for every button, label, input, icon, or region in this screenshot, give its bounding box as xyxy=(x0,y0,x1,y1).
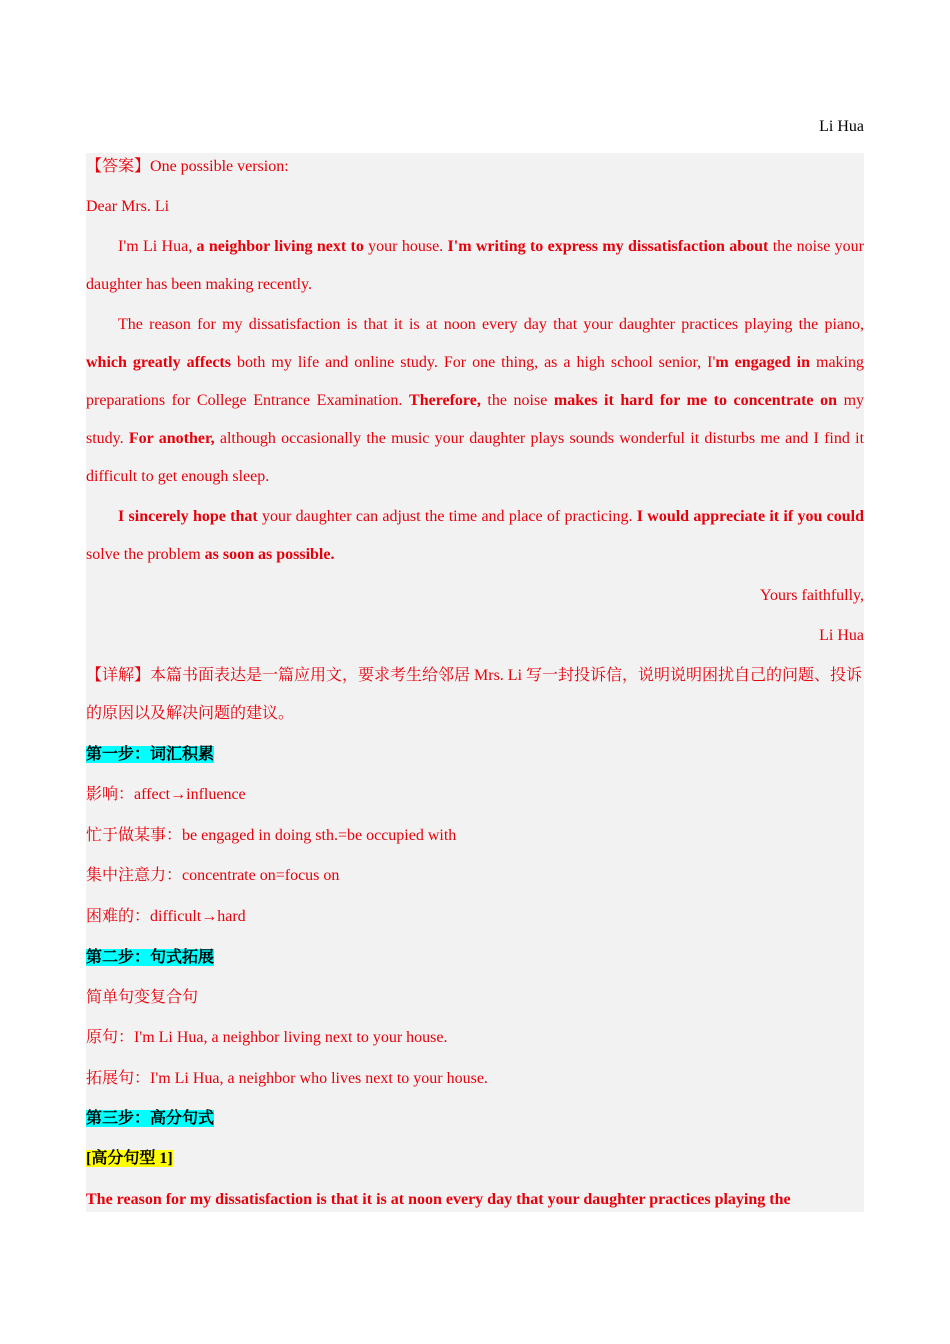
letter-signature: Li Hua xyxy=(819,627,864,644)
vocab-item: 集中注意力：concentrate on=focus on xyxy=(86,867,340,884)
step1-heading xyxy=(86,745,214,765)
bold-phrase: makes it hard for me to concentrate on xyxy=(553,392,837,409)
letter-greeting: Dear Mrs. Li xyxy=(86,198,170,215)
pattern-heading xyxy=(86,1149,173,1169)
bold-phrase: as soon as possible. xyxy=(204,546,335,563)
bold-phrase: I'm writing to express my dissatisfaction about xyxy=(447,238,769,255)
detail-text: 本篇书面表达是一篇应用文，要求考生给邻居 Mrs. Li 写一封投诉信，说明说明困扰自己的问题、投诉的原因以及解决问题的建议。 xyxy=(86,667,863,722)
bold-phrase: For another, xyxy=(128,430,215,447)
text-segment: The reason for my dissatisfaction is that it is at noon every day that your daughter practices playing the piano, xyxy=(118,316,864,333)
answer-header xyxy=(86,157,289,177)
step2-heading xyxy=(86,948,214,968)
text-segment: solve the problem xyxy=(86,546,205,563)
bold-phrase: I sincerely hope that xyxy=(118,508,258,525)
text-segment: both my life and online study. For one thing, as a high school senior, I' xyxy=(230,354,716,371)
text-segment: although occasionally the music your daughter plays sounds wonderful it disturbs me and I find it difficult to get enough sleep. xyxy=(86,430,865,485)
text-segment: I'm Li Hua, xyxy=(118,238,197,255)
step2-title: 第二步：句式拓展 xyxy=(86,949,215,966)
top-signature: Li Hua xyxy=(819,118,864,135)
letter-paragraph-3 xyxy=(86,498,864,574)
text-segment: the noise xyxy=(480,392,554,409)
text-segment: your daughter can adjust the time and place of practicing. xyxy=(257,508,637,525)
step2-subtitle: 简单句变复合句 xyxy=(86,989,199,1006)
step3-heading xyxy=(86,1109,214,1129)
letter-closing: Yours faithfully, xyxy=(759,587,864,604)
step1-title: 第一步：词汇积累 xyxy=(86,746,215,763)
pattern-sentence: The reason for my dissatisfaction is that it is at noon every day that your daughter practices playing the xyxy=(86,1191,791,1208)
answer-label: 【答案】 xyxy=(86,158,151,175)
vocab-item: 困难的：difficult→hard xyxy=(86,908,246,925)
letter-paragraph-2 xyxy=(86,306,864,496)
letter-paragraph-1 xyxy=(86,228,864,304)
text-segment: making preparations for College Entrance Examination. xyxy=(86,354,864,409)
bold-phrase: which greatly affects xyxy=(86,354,231,371)
detail-explanation xyxy=(86,657,864,733)
pattern-label: [高分句型 1] xyxy=(86,1150,173,1167)
bold-phrase: I would appreciate it if you could xyxy=(636,508,865,525)
text-segment: your house. xyxy=(363,238,448,255)
answer-intro: One possible version: xyxy=(150,158,289,175)
vocab-item: 忙于做某事：be engaged in doing sth.=be occupied with xyxy=(86,827,457,844)
bold-phrase: m engaged in xyxy=(715,354,810,371)
text-segment: the noise your daughter has been making recently. xyxy=(86,238,865,293)
bold-phrase: Therefore, xyxy=(409,392,481,409)
vocab-item: 影响：affect→influence xyxy=(86,786,246,803)
bold-phrase: a neighbor living next to xyxy=(196,238,364,255)
text-segment: my study. xyxy=(86,392,865,447)
expanded-sentence: 拓展句：I'm Li Hua, a neighbor who lives next to your house. xyxy=(86,1070,488,1087)
detail-label: 【详解】 xyxy=(86,667,151,684)
original-sentence: 原句：I'm Li Hua, a neighbor living next to your house. xyxy=(86,1029,448,1046)
step3-title: 第三步：高分句式 xyxy=(86,1110,215,1127)
